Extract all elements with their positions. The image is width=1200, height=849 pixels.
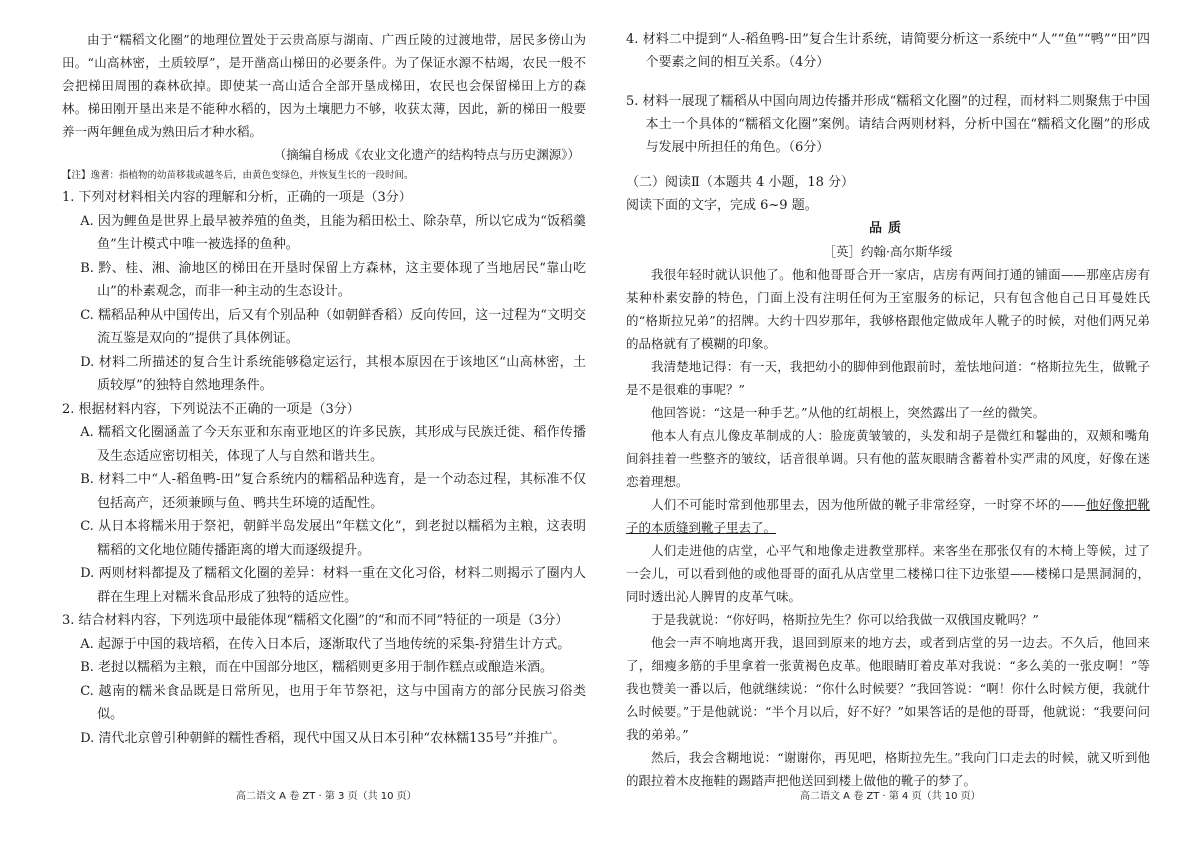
- question-1-option-b: B. 黔、桂、湘、渝地区的梯田在开垦时保留上方森林，这主要体现了当地居民“靠山吃山”的朴素观念，而非一种主动的生态设计。: [80, 260, 586, 299]
- right-page: [626, 28, 1150, 792]
- material-passage: 由于“糯稻文化圈”的地理位置处于云贵高原与湖南、广西丘陵的过渡地带，居民多傍山为田。“山高林密，土质较厚”，是开凿高山梯田的必要条件。为了保证水源不枯竭，农民一般不会把梯田周围的森林砍掉。即使某一高山适合全部开垦成梯田，农民也会保留梯田上方的森林。梯田刚开垦出来是不能种水稻的，因为土壤肥力不够，收获太薄，因此，新的梯田一般要养一两年鲤鱼成为熟田后才种水稻。: [62, 32, 586, 139]
- question-1-option-a: A. 因为鲤鱼是世界上最早被养殖的鱼类，且能为稻田松土、除杂草，所以它成为“饭稻羹鱼”生计模式中唯一被选择的鱼种。: [80, 213, 586, 252]
- story-paragraph-5: [626, 493, 1150, 539]
- story-title: 品质: [868, 221, 907, 236]
- left-page: [62, 28, 586, 750]
- question-2-option-d: D. 两则材料都提及了糯稻文化圈的差异：材料一重在文化习俗，材料二则揭示了圈内人群在生理上对糯米食品形成了独特的适应性。: [80, 566, 586, 605]
- question-1-option-d: D. 材料二所描述的复合生计系统能够稳定运行，其根本原因在于该地区“山高林密，土质较厚”的独特自然地理条件。: [80, 354, 586, 393]
- story-paragraph-3: 他回答说：“这是一种手艺。”从他的红胡根上，突然露出了一丝的微笑。: [651, 405, 1046, 420]
- reading-instruction: 阅读下面的文字，完成 6~9 题。: [626, 198, 818, 213]
- story-paragraph-1: 我很年轻时就认识他了。他和他哥哥合开一家店，店房有两间打通的铺面——那座店房有某种朴素安静的特色，门面上没有注明任何为王室服务的标记，只有包含他自己日耳曼姓氏的“格斯拉兄弟”的招牌。大约十四岁那年，我够格跟他定做成年人靴子的时候，对他们两兄弟的品格就有了模糊的印象。: [626, 267, 1150, 351]
- answer-space-4: [626, 74, 1150, 90]
- question-1-stem: 1. 下列对材料相关内容的理解和分析，正确的一项是（3分）: [62, 190, 412, 205]
- passage-source: （摘编自杨成《农业文化遗产的结构特点与历史渊源》）: [273, 147, 580, 162]
- story-paragraph-7: 于是我就说：“你好吗，格斯拉先生？你可以给我做一双俄国皮靴吗？”: [651, 612, 1039, 627]
- question-1-option-c: C. 糯稻品种从中国传出，后又有个别品种（如朝鲜香稻）反向传回，这一过程为“文明交流互鉴是双向的”提供了具体例证。: [80, 307, 586, 346]
- section-heading: （二）阅读Ⅱ（本题共 4 小题，18 分）: [626, 175, 855, 190]
- story-paragraph-9: 然后，我会含糊地说：“谢谢你，再见吧，格斯拉先生。”我向门口走去的时候，就又听到他的跟拉着木皮拖鞋的踢踏声把他送回到楼上做他的靴子的梦了。: [626, 750, 1150, 788]
- question-3-option-d: D. 清代北京曾引种朝鲜的糯性香稻，现代中国又从日本引种“农林糯135号”并推广。: [80, 730, 566, 746]
- story-paragraph-2: 我清楚地记得：有一天，我把幼小的脚伸到他跟前时，羞怯地问道：“格斯拉先生，做靴子是不是很难的事呢？”: [626, 359, 1150, 397]
- question-3-stem: 3. 结合材料内容，下列选项中最能体现“糯稻文化圈”的“和而不同”特征的一项是（3分）: [62, 613, 569, 628]
- story-author: ［英］约翰·高尔斯华绥: [823, 244, 953, 259]
- question-3: [62, 609, 586, 750]
- question-2-stem: 2. 根据材料内容，下列说法不正确的一项是（3分）: [62, 401, 360, 417]
- underlined-sentence: 他好像把靴子的本质缝到靴子里去了。: [626, 497, 1150, 535]
- page-footer-4: 高二语文 A 卷 ZT · 第 4 页（共 10 页）: [800, 791, 981, 802]
- answer-space-5: [626, 159, 1150, 171]
- question-2-option-b: B. 材料二中“人-稻鱼鸭-田”复合系统内的糯稻品种选育，是一个动态过程，其标准不仅包括高产，还须兼顾与鱼、鸭共生环境的适配性。: [80, 472, 586, 511]
- question-1: [62, 186, 586, 398]
- question-4: 4. 材料二中提到“人-稻鱼鸭-田”复合生计系统，请简要分析这一系统中“人”“鱼”“鸭”“田”四个要素之间的相互关系。（4分）: [626, 32, 1150, 70]
- question-3-option-c: C. 越南的糯米食品既是日常所见，也用于年节祭祀，这与中国南方的部分民族习俗类似。: [80, 683, 586, 722]
- question-5: 5. 材料一展现了糯稻从中国向周边传播并形成“糯稻文化圈”的过程，而材料二则聚焦于中国本土一个具体的“糯稻文化圈”案例。请结合两则材料，分析中国在“糯稻文化圈”的形成与发展中所担任的角色。（6分）: [626, 94, 1150, 155]
- story-paragraph-6: 人们走进他的店堂，心平气和地像走进教堂那样。来客坐在那张仅有的木椅上等候，过了一会儿，可以看到他的或他哥哥的面孔从店堂里二楼梯口往下边张望——楼梯口是黑洞洞的，同时透出沁人脾胃的皮革气味。: [626, 543, 1150, 604]
- question-2-option-a: A. 糯稻文化圈涵盖了今天东亚和东南亚地区的许多民族，其形成与民族迁徙、稻作传播及生态适应密切相关，体现了人与自然和谐共生。: [80, 425, 586, 464]
- question-3-option-b: B. 老挝以糯稻为主粮，而在中国部分地区，糯稻则更多用于制作糕点或酿造米酒。: [80, 660, 554, 675]
- story-paragraph-8: 他会一声不响地离开我，退回到原来的地方去，或者到店堂的另一边去。不久后，他回来了，细瘦多筋的手里拿着一张黄褐色皮革。他眼睛盯着皮革对我说：“多么美的一张皮啊！”等我也赞美一番以后，他就继续说：“你什么时候要？”我回答说：“啊！你什么时候方便，我就什么时候要。”于是他就说：“半个月以后，好不好？”如果答话的是他的哥哥，他就说：“我要问问我的弟弟。”: [626, 635, 1150, 742]
- question-3-option-a: A. 起源于中国的栽培稻，在传入日本后，逐渐取代了当地传统的采集-狩猎生计方式。: [80, 636, 571, 652]
- question-2: [62, 398, 586, 610]
- page-footer-3: 高二语文 A 卷 ZT · 第 3 页（共 10 页）: [236, 791, 417, 802]
- story-paragraph-5-text: 人们不可能时常到他那里去，因为他所做的靴子非常经穿，一时穿不坏的——: [651, 497, 1086, 512]
- question-2-option-c: C. 从日本将糯米用于祭祀，朝鲜半岛发展出“年糕文化”，到老挝以糯稻为主粮，这表明糯稻的文化地位随传播距离的增大而逐级提升。: [80, 519, 586, 558]
- passage-note: 【注】逸耆：指植物的幼苗移栽或越冬后，由黄色变绿色，并恢复生长的一段时间。: [62, 170, 414, 181]
- story-paragraph-4: 他本人有点儿像皮革制成的人：脸庞黄皱皱的，头发和胡子是微红和鬈曲的，双颊和嘴角间斜挂着一些整齐的皱纹，话音很单调。只有他的蓝灰眼睛含蓄着朴实严肃的风度，好像在迷恋着理想。: [626, 428, 1150, 489]
